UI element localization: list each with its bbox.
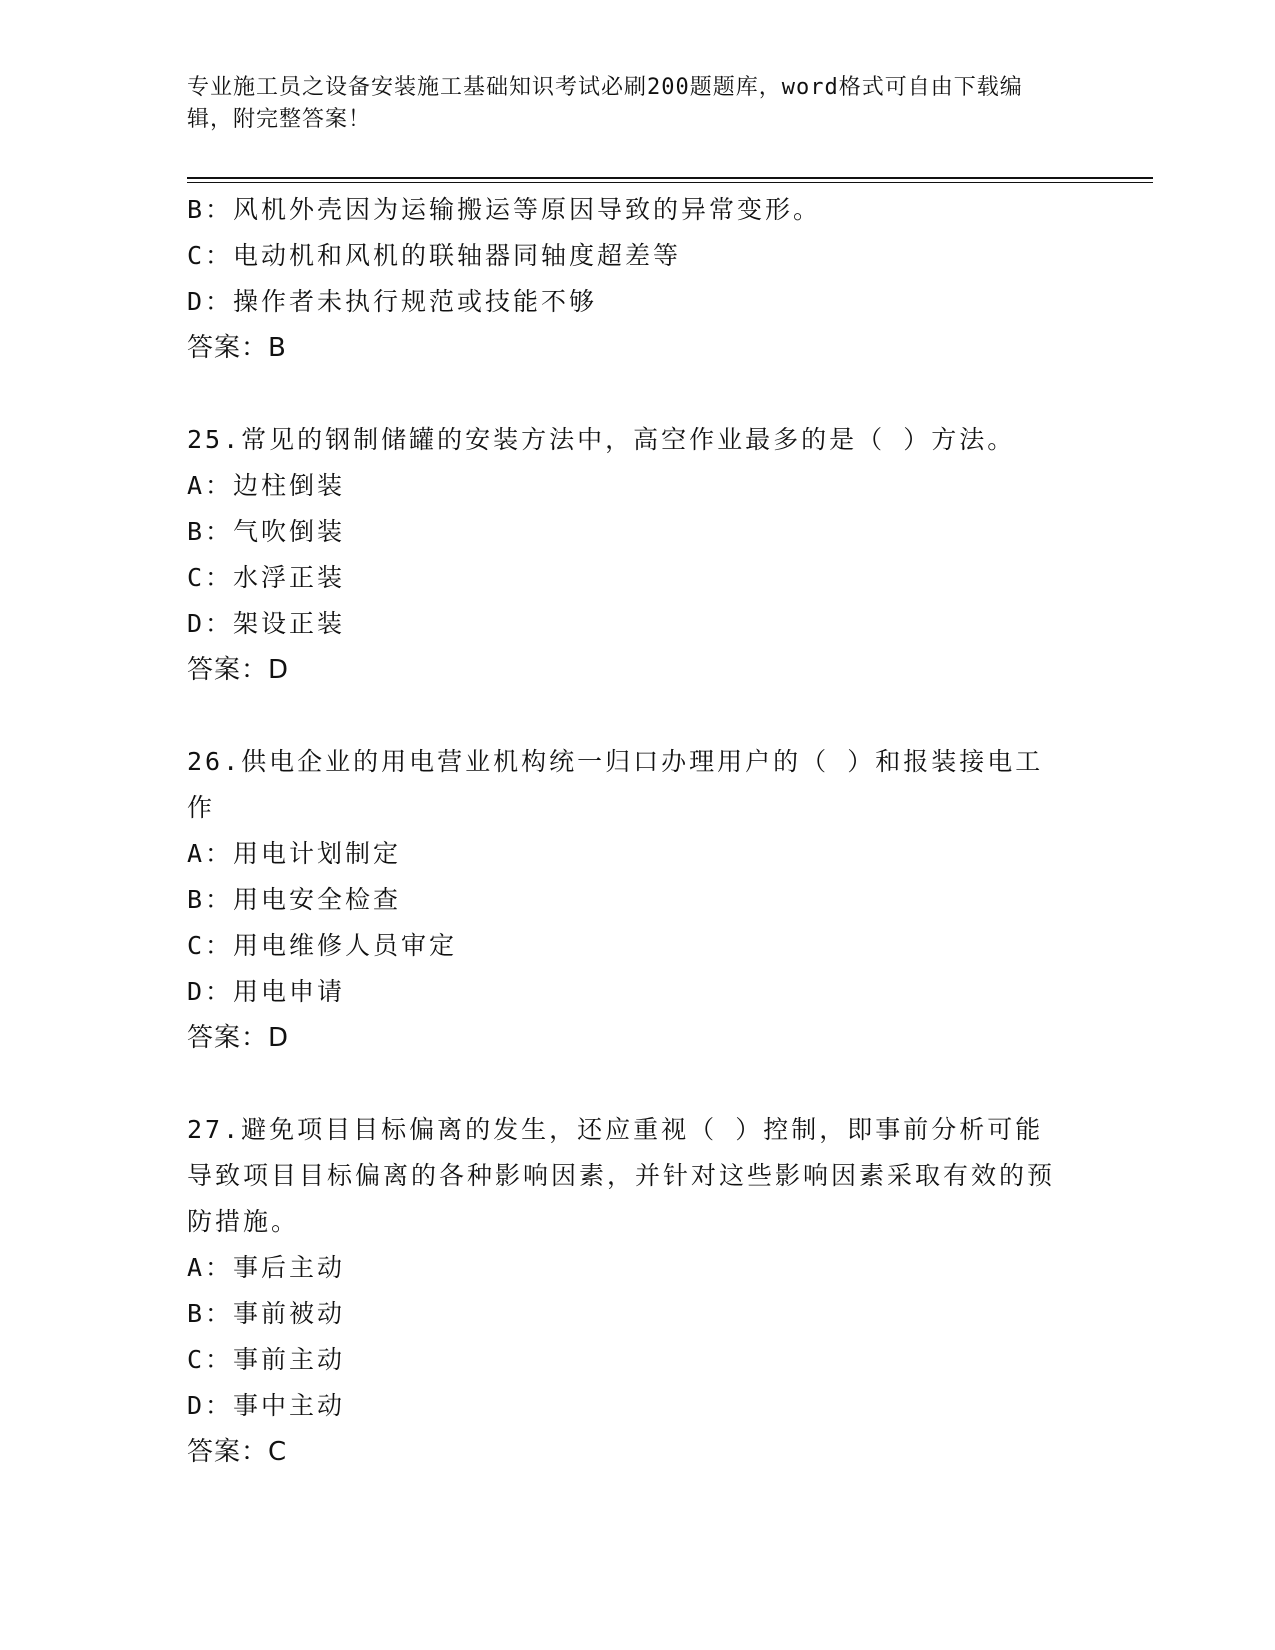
answer-line: 答案：B — [187, 333, 287, 363]
option-c: C：事前主动 — [187, 1345, 346, 1374]
header-divider-thin — [187, 182, 1153, 183]
question-26 — [187, 739, 1057, 1061]
document-header — [187, 72, 1067, 136]
option-d: D：用电申请 — [187, 977, 346, 1006]
question-stem: 26.供电企业的用电营业机构统一归口办理用户的（ ）和报装接电工作 — [187, 747, 1044, 822]
option-c: C：水浮正装 — [187, 563, 346, 592]
option-a: A：用电计划制定 — [187, 839, 402, 868]
question-stem: 27.避免项目目标偏离的发生，还应重视（ ）控制，即事前分析可能导致项目目标偏离的各种影响因素，并针对这些影响因素采取有效的预防措施。 — [187, 1115, 1056, 1236]
option-b: B：气吹倒装 — [187, 517, 346, 546]
option-a: A：边柱倒装 — [187, 471, 346, 500]
header-title: 专业施工员之设备安装施工基础知识考试必刷200题题库，word格式可自由下载编辑，附完整答案！ — [187, 75, 1023, 132]
question-27 — [187, 1107, 1057, 1475]
option-b: B：用电安全检查 — [187, 885, 402, 914]
header-divider-thick — [187, 177, 1153, 179]
option-b: B：事前被动 — [187, 1299, 346, 1328]
question-stem: 25.常见的钢制储罐的安装方法中，高空作业最多的是（ ）方法。 — [187, 425, 1016, 454]
option-d: D：事中主动 — [187, 1391, 346, 1420]
option-d: D：架设正装 — [187, 609, 346, 638]
question-list — [187, 187, 1057, 1521]
question-24-continued — [187, 187, 1057, 371]
answer-line: 答案：D — [187, 1023, 290, 1053]
answer-line: 答案：C — [187, 1437, 288, 1467]
option-a: A：事后主动 — [187, 1253, 346, 1282]
option-d: D：操作者未执行规范或技能不够 — [187, 287, 598, 316]
option-c: C：电动机和风机的联轴器同轴度超差等 — [187, 241, 682, 270]
option-b: B：风机外壳因为运输搬运等原因导致的异常变形。 — [187, 195, 822, 224]
option-c: C：用电维修人员审定 — [187, 931, 458, 960]
question-25 — [187, 417, 1057, 693]
answer-line: 答案：D — [187, 655, 290, 685]
